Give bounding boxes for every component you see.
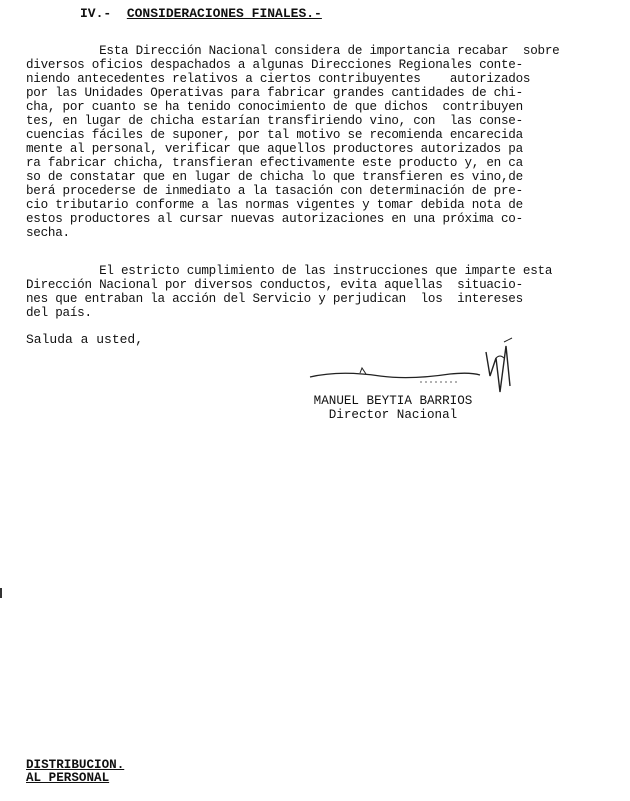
distribution-label: DISTRIBUCION.: [26, 758, 125, 772]
paragraph-2-line: El estricto cumplimiento de las instrucciones que imparte esta: [26, 264, 553, 278]
signatory-name: MANUEL BEYTIA BARRIOS: [313, 394, 473, 408]
signature-block: [298, 394, 488, 422]
signatory-title: Director Nacional: [328, 408, 458, 422]
distribution-recipient: AL PERSONAL: [26, 771, 110, 785]
paragraph-1-line: estos productores al cursar nuevas autorizaciones en una próxima co-: [26, 212, 523, 226]
scan-artifact: [0, 588, 2, 598]
paragraph-1-line: tes, en lugar de chicha estarían transfiriendo vino, con las conse-: [26, 114, 523, 128]
paragraph-1-line: berá procederse de inmediato a la tasación con determinación de pre-: [26, 184, 523, 198]
paragraph-1-line: por las Unidades Operativas para fabricar grandes cantidades de chi-: [26, 86, 523, 100]
paragraph-1-line: ra fabricar chicha, transfieran efectivamente este producto y, en ca: [26, 156, 523, 170]
paragraph-1-line: cio tributario conforme a las normas vigentes y tomar debida nota de: [26, 198, 523, 212]
paragraph-1-line: secha.: [26, 226, 70, 240]
paragraph-2-line: nes que entraban la acción del Servicio y perjudican los intereses: [26, 292, 523, 306]
paragraph-1-line: cuencias fáciles de suponer, por tal motivo se recomienda encarecida: [26, 128, 523, 142]
section-heading: [80, 6, 322, 21]
paragraph-1-line: diversos oficios despachados a algunas Direcciones Regionales conte-: [26, 58, 523, 72]
distribution-block: [26, 759, 124, 785]
paragraph-2-line: Dirección Nacional por diversos conductos, evita aquellas situacio-: [26, 278, 523, 292]
closing-salutation: Saluda a usted,: [26, 332, 144, 347]
paragraph-2-line: del país.: [26, 306, 92, 320]
paragraph-1-line: niendo antecedentes relativos a ciertos contribuyentes autorizados: [26, 72, 531, 86]
paragraph-1-line: so de constatar que en lugar de chicha lo que transfieren es vino,de: [26, 170, 523, 184]
paragraph-1-line: Esta Dirección Nacional considera de importancia recabar sobre: [26, 44, 560, 58]
section-number: IV.-: [80, 6, 112, 21]
paragraph-1-line: cha, por cuanto se ha tenido conocimiento de que dichos contribuyen: [26, 100, 523, 114]
paragraph-1-line: mente al personal, verificar que aquellos productores autorizados pa: [26, 142, 523, 156]
section-title: CONSIDERACIONES FINALES.-: [126, 6, 322, 21]
